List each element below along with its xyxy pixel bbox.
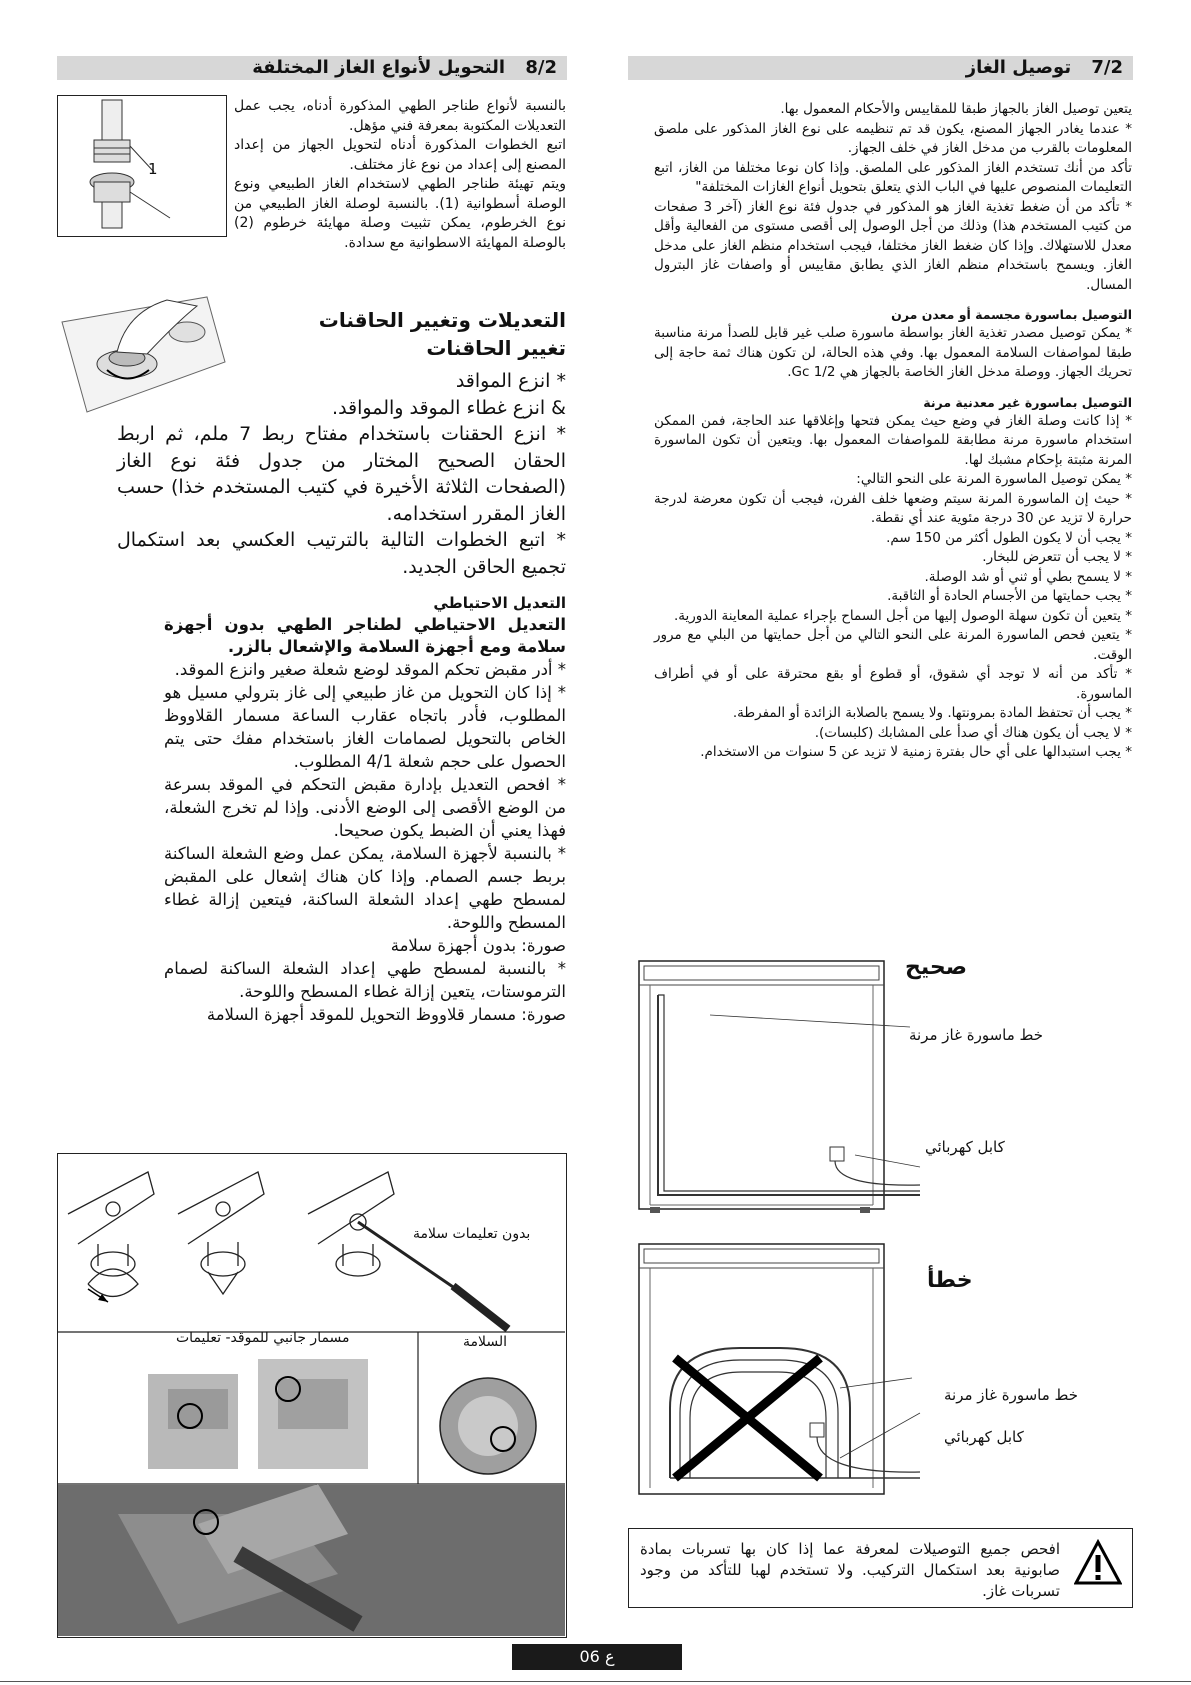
warning-text: افحص جميع التوصيلات لمعرفة عما إذا كان بها تسربات بمادة صابونية بعد استكمال التركيب. ولا تستخدم لهبا للتأكد من وجود تسربات غاز. <box>640 1540 1060 1600</box>
valve-figures-panel <box>57 1153 567 1638</box>
flexible-connection-text: * إذا كانت وصلة الغاز في وضع حيث يمكن فتحها وإغلاقها عند الحاجة، فمن الممكن استخدام ماسورة مرنة مطابقة للمواصفات المعمول بها. ويتعين أن تكون الماسورة المرنة مثبتة بإحكام مشبك لها. * يمكن توصيل الماسورة المرنة على النحو التالي: * حيث إن الماسورة المرنة سيتم وضعها خلف الفرن، فيجب أن تكون معرضة لدرجة حرارة لا تزيد عن 30 درجة مئوية عند أي نقطة. * يجب أن لا يكون الطول أكثر من 150 سم. * لا يجب أن تتعرض للبخار. * لا يسمح بطي أو ثني أو شد الوصلة. * يجب حمايتها من الأجسام الحادة أو الثاقبة. * يتعين أن تكون سهلة الوصول إليها من أجل السماح بإجراء عملية المعاينة الدورية. * يتعين فحص الماسورة المرنة على النحو التالي من أجل حمايتها من البلي مع مرور الوقت. * تأكد من أنه لا توجد أي شقوق، أو قطوع أو بقع محترقة على أو في أطراف الماسورة. * يجب أن تحتفظ المادة بمرونتها. ولا يسمح بالصلابة الزائدة أو المفرطة. * لا يجب أن يكون هناك أي صدأ على المشابك (كلبسات). * يجب استبدالها على أي حال بفترة زمنية لا تزيد عن 5 سنوات من الاستخدام. <box>654 412 1132 760</box>
rigid-connection-text: * يمكن توصيل مصدر تغذية الغاز بواسطة ماسورة صلب غير قابل للصدأ مرنة مناسبة طبقا لمواصفات السلامة المعمول بها. وفي هذه الحالة، لن تكون هناك ثمة حاجة إلى تحريك الجهاز. ووصلة مدخل الغاز الخاصة بالجهاز هي Gc 1/2. <box>654 325 1132 380</box>
safety-label: السلامة <box>463 1334 508 1350</box>
backup-subtitle: التعديل الاحتياطي لطناجر الطهي بدون أجهزة سلامة ومع أجهزة السلامة والإشعال بالزر. <box>164 615 566 656</box>
cable-label-2: كابل كهربائي <box>944 1428 1024 1446</box>
conversion-intro <box>234 97 566 253</box>
side-screw-label: مسمار جانبي للموقد- تعليمات <box>176 1330 350 1346</box>
section-number: 7/2 <box>1091 57 1123 78</box>
warning-box <box>628 1528 1133 1608</box>
gas-fitting-figure <box>57 95 227 237</box>
backup-title: التعديل الاحتياطي <box>433 594 566 612</box>
rigid-connection-title: التوصيل بماسورة مجسمة أو معدن مرن <box>891 307 1132 322</box>
flexible-connection-title: التوصيل بماسورة غير معدنية مرنة <box>923 394 1132 410</box>
bottom-rule <box>0 1681 1191 1682</box>
conversion-intro-text: بالنسبة لأنواع طناجر الطهي المذكورة أدناه، يجب عمل التعديلات المكتوبة بمعرفة فني مؤهل. اتبع الخطوات المذكورة أدناه لتحويل الجهاز من إعداد المصنع إلى إعداد من نوع غاز مختلف. ويتم تهيئة طناجر الطهي لاستخدام الغاز الطبيعي ونوع الوصلة أسطوانية (1). بالنسبة لوصلة الغاز الطبيعي من نوع الخرطوم، يمكن تثبيت وصلة مهايئة خرطوم (2) بالوصلة المهايئة الاسطوانية مع سدادة. <box>234 98 566 251</box>
callout-number: 1 <box>148 160 158 178</box>
adjustments-title: التعديلات وتغيير الحاقنات <box>318 308 566 332</box>
correct-installation-figure <box>630 955 930 1220</box>
hose-label: خط ماسورة غاز مرنة <box>909 1026 1044 1044</box>
change-injectors-title: تغيير الحاقنات <box>426 336 566 360</box>
section-title: التحويل لأنواع الغاز المختلفة <box>252 57 506 78</box>
hose-label-2: خط ماسورة غاز مرنة <box>944 1386 1079 1404</box>
cable-label: كابل كهربائي <box>925 1138 1005 1156</box>
section-header-gas-conversion <box>57 56 567 80</box>
change-injectors-text: * انزع المواقد & انزع غطاء الموقد والمواقد. * انزع الحقنات باستخدام مفتاح ربط 7 ملم، ثم اربط الحقان الصحيح المختار من جدول فئة نوع الغاز (الصفحات الثلاثة الأخيرة في كتيب المستخدم خذا) حسب الغاز المقرر استخدامه. * اتبع الخطوات التالية بالترتيب العكسي بعد استكمال تجميع الحاقن الجديد. <box>117 370 567 578</box>
backup-adjustment-section <box>164 592 566 1026</box>
intro-paragraph: يتعين توصيل الغاز بالجهاز طبقا للمقاييس والأحكام المعمول بها. * عندما يغادر الجهاز المصنع، يكون قد تم تنظيمه على نوع الغاز المذكور على ملصق المعلومات بالقرب من مدخل الغاز في خلف الجهاز. تأكد من أنك تستخدم الغاز المذكور على الملصق. وإذا كان نوعا مختلفا من الغاز، اتبع التعليمات المنصوص عليها في الباب الذي يتعلق بتحويل أنواع الغازات المختلفة" * تأكد من أن ضغط تغذية الغاز هو المذكور في جدول فئة نوع الغاز (آخر 3 صفحات من كتيب المستخدم هذا) وذلك من أجل الوصول إلى أقصى مستوى من الفعالية وأقل معدل للاستهلاك. وإذا كان ضغط الغاز مختلفا، فيجب استخدام منظم الغاز على مدخل الغاز. ويسمح باستخدام منظم الغاز الذي يطابق مقاييس أو واصفات غاز البترول المسال. <box>654 101 1133 293</box>
warning-icon <box>1074 1539 1122 1587</box>
correct-label: صحيح <box>905 955 967 980</box>
gas-connection-text <box>654 100 1132 763</box>
section-title: توصيل الغاز <box>965 57 1072 78</box>
backup-text: * أدر مقبض تحكم الموقد لوضع شعلة صغير وانزع الموقد. * إذا كان التحويل من غاز طبيعي إلى غاز بترولي مسيل هو المطلوب، فأدر باتجاه عقارب الساعة مسمار القلاووظ الخاص بالتحويل لصمامات الغاز باستخدام مفك حتى يتم الحصول على حجم شعلة 4/1 المطلوب. * افحص التعديل بإدارة مقبض التحكم في الموقد بسرعة من الوضع الأقصى إلى الوضع الأدنى. وإذا لم تخرج الشعلة، فهذا يعني أن الضبط يكون صحيحا. * بالنسبة لأجهزة السلامة، يمكن عمل وضع الشعلة الساكنة بربط جسم الصمام. وإذا كان هناك إشعال على المقبض لمسطح طهي إعداد الشعلة الساكنة، فيتعين إزالة غطاء المسطح واللوحة. صورة: بدون أجهزة سلامة * بالنسبة لمسطح طهي إعداد الشعلة الساكنة لصمام الترموستات، يتعين إزالة غطاء المسطح واللوحة. صورة: مسمار قلاووظ التحويل للموقد أجهزة السلامة <box>164 660 566 1024</box>
page-number <box>512 1644 682 1670</box>
wrong-label: خطأ <box>927 1268 973 1293</box>
change-injectors-steps <box>117 368 566 580</box>
page-number-text: ع 06 <box>579 1647 615 1666</box>
adjustments-section <box>160 306 566 362</box>
no-safety-label: بدون تعليمات سلامة <box>413 1226 531 1242</box>
wrong-installation-figure <box>630 1238 930 1503</box>
section-number: 8/2 <box>525 57 557 78</box>
section-header-gas-connection <box>628 56 1133 80</box>
